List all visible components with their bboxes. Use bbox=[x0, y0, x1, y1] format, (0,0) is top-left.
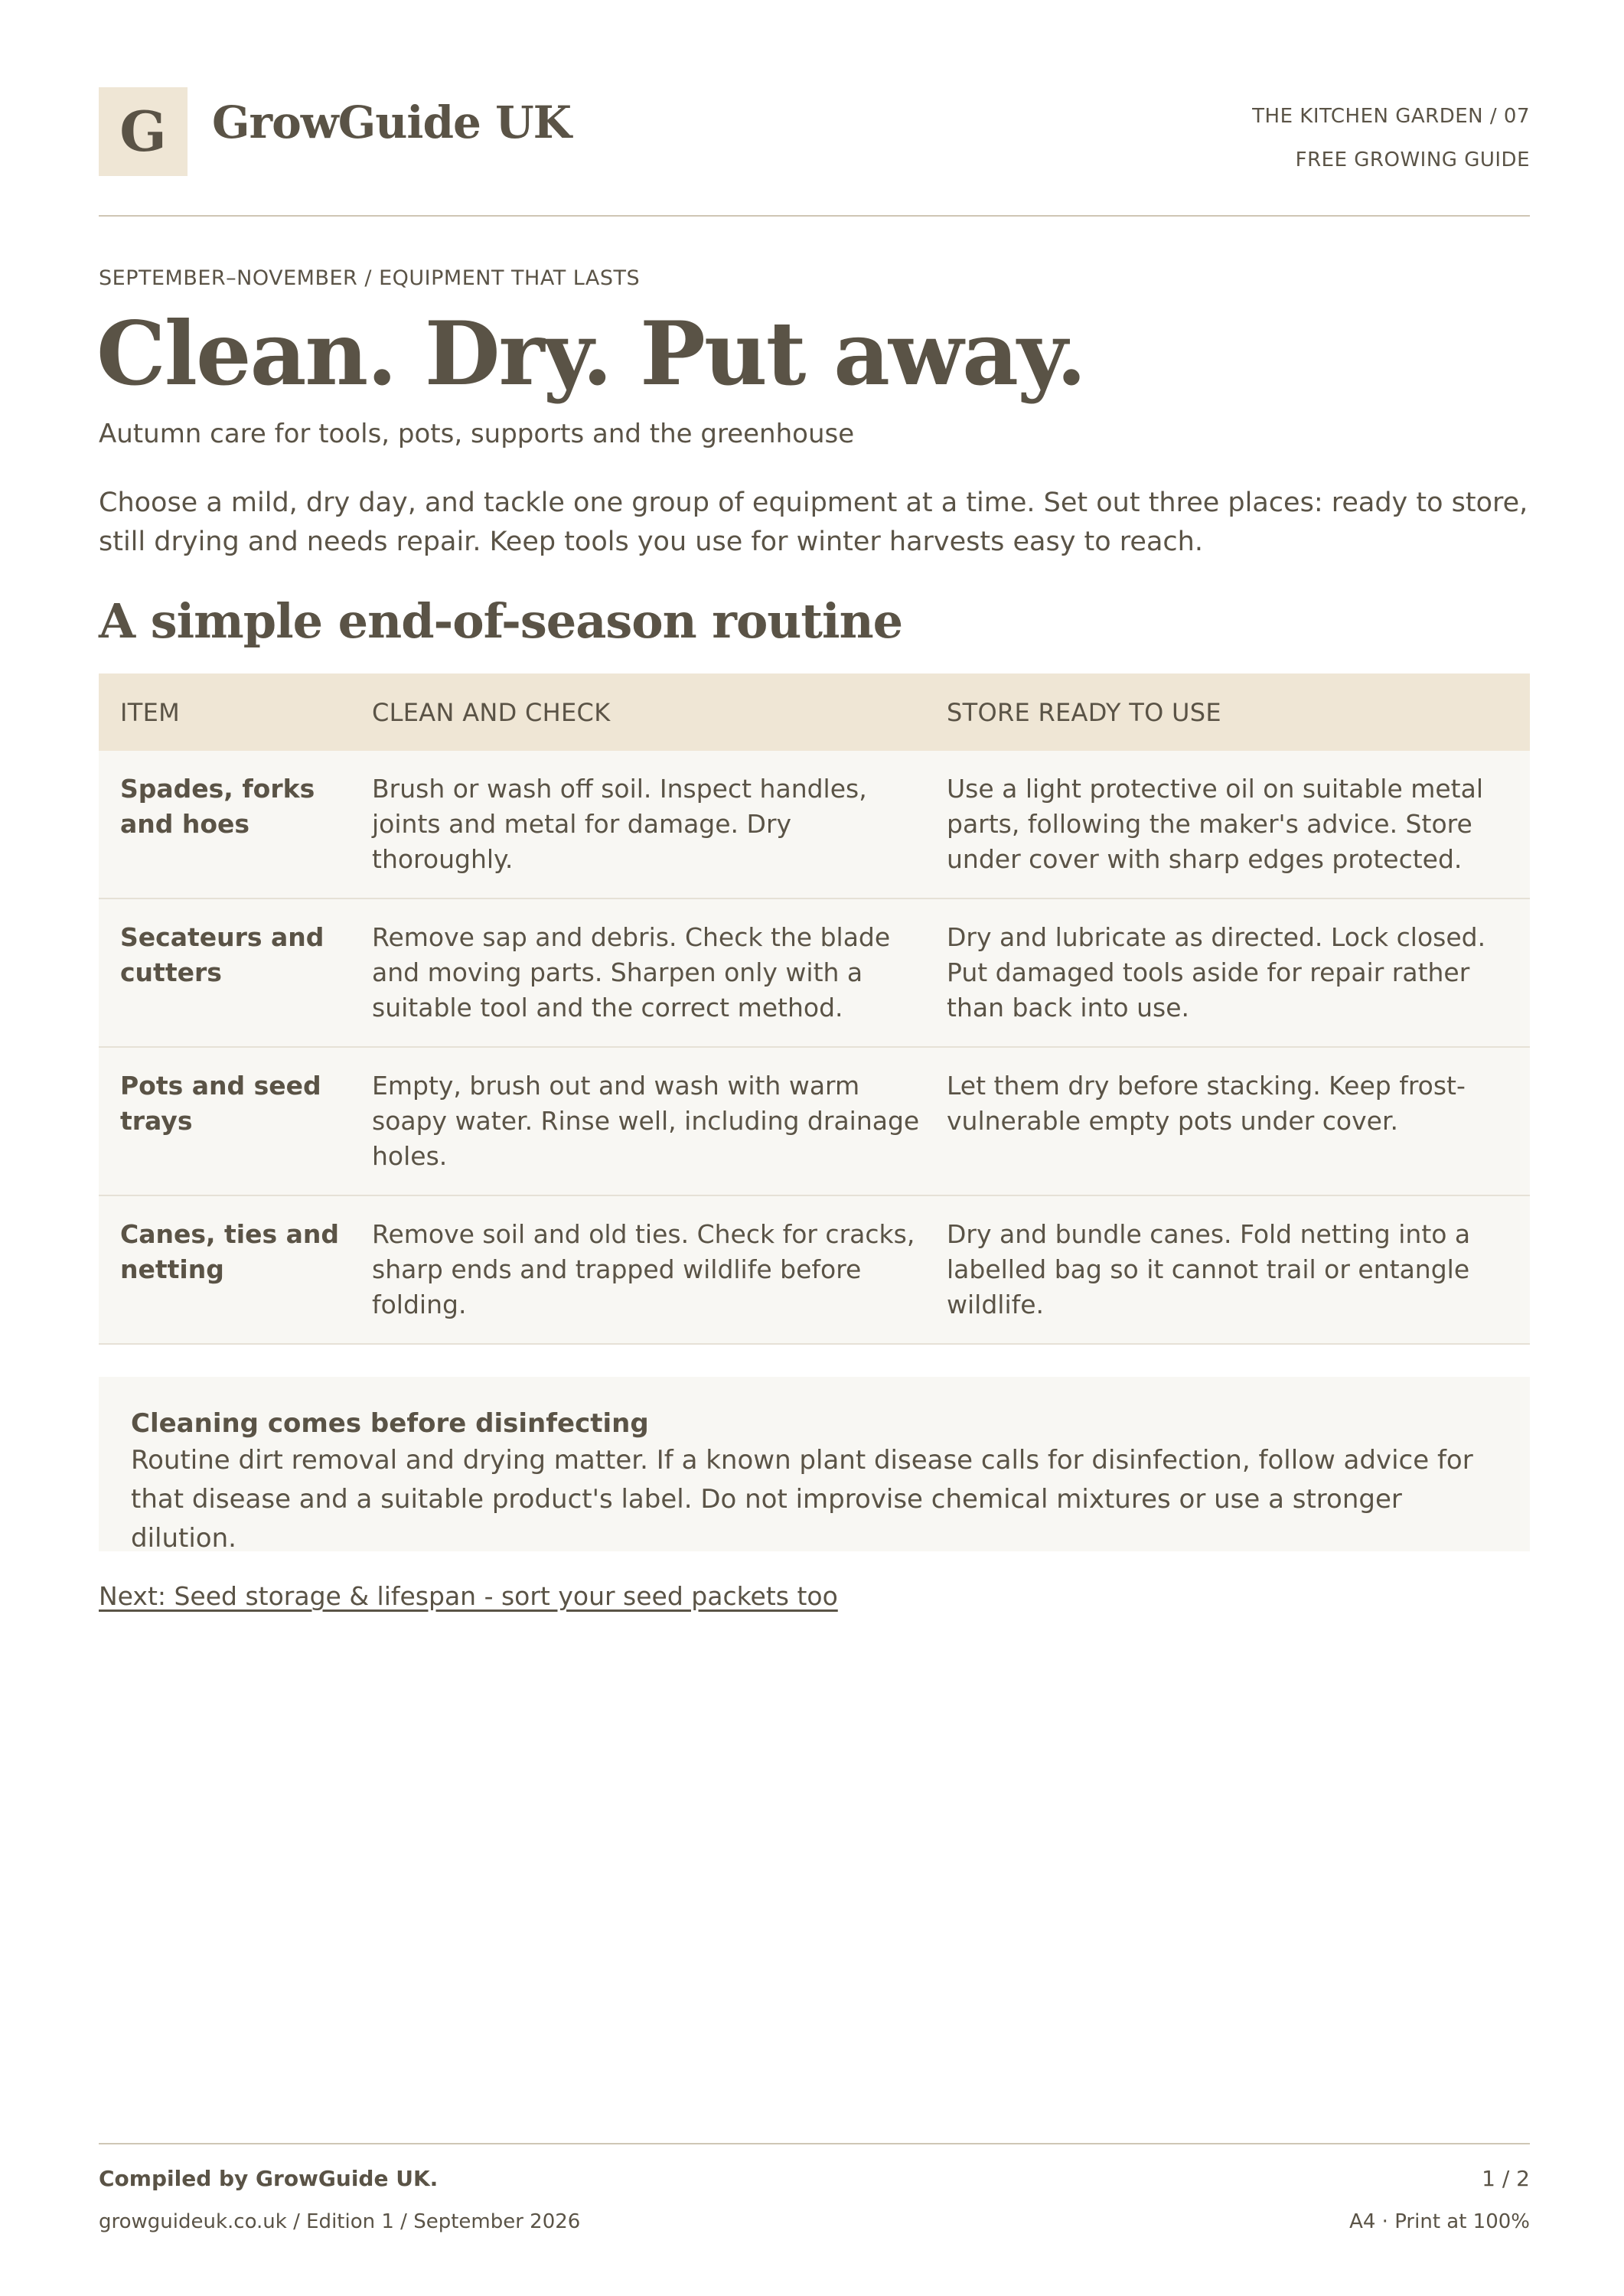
routine-table bbox=[99, 673, 1530, 1345]
page-subtitle: Autumn care for tools, pots, supports and the greenhouse bbox=[99, 419, 855, 449]
header-meta bbox=[1252, 95, 1530, 182]
print-note: A4 · Print at 100% bbox=[1349, 2210, 1530, 2233]
page-title: Clean. Dry. Put away. bbox=[96, 302, 1085, 405]
footer-meta: growguideuk.co.uk / Edition 1 / September 2026 bbox=[99, 2210, 581, 2233]
guide-type-label: FREE GROWING GUIDE bbox=[1295, 148, 1530, 171]
callout-note bbox=[99, 1377, 1530, 1554]
row-item: Pots and seed trays bbox=[120, 1071, 321, 1136]
callout-body: Routine dirt removal and drying matter. If a known plant disease calls for disinfection, follow advice for that disease and a suitable product's label. Do not improvise chemical mixtures or use a stronger dilution. bbox=[131, 1445, 1473, 1554]
table-header-row bbox=[99, 673, 1530, 751]
row-store: Dry and bundle canes. Fold netting into a labelled bag so it cannot trail or entangle wildlife. bbox=[947, 1219, 1471, 1319]
page-header bbox=[99, 87, 1530, 216]
section-heading: A simple end-of-season routine bbox=[99, 593, 903, 649]
row-clean: Brush or wash off soil. Inspect handles, joints and metal for damage. Dry thoroughly. bbox=[372, 774, 867, 874]
kicker: SEPTEMBER–NOVEMBER / EQUIPMENT THAT LASTS bbox=[99, 266, 641, 290]
footer-divider bbox=[99, 2143, 1530, 2144]
row-clean: Empty, brush out and wash with warm soapy water. Rinse well, including drainage holes. bbox=[372, 1071, 920, 1171]
header-divider bbox=[99, 215, 1530, 217]
table-row bbox=[99, 751, 1530, 899]
row-item: Secateurs and cutters bbox=[120, 922, 324, 987]
column-header-item: ITEM bbox=[120, 697, 181, 727]
row-item: Canes, ties and netting bbox=[120, 1219, 340, 1284]
column-header-store: STORE READY TO USE bbox=[947, 697, 1221, 727]
column-header-clean: CLEAN AND CHECK bbox=[372, 697, 611, 727]
logo-letter: G bbox=[119, 99, 167, 164]
callout-heading: Cleaning comes before disinfecting bbox=[131, 1408, 649, 1439]
row-clean: Remove sap and debris. Check the blade and moving parts. Sharpen only with a suitable tool and the correct method. bbox=[372, 922, 891, 1022]
row-clean: Remove soil and old ties. Check for cracks, sharp ends and trapped wildlife before folding. bbox=[372, 1219, 915, 1319]
series-label: THE KITCHEN GARDEN / 07 bbox=[1252, 105, 1530, 128]
row-store: Use a light protective oil on suitable metal parts, following the maker's advice. Store under cover with sharp edges protected. bbox=[947, 774, 1484, 874]
brand-logo bbox=[99, 87, 188, 176]
next-guide-link[interactable]: Next: Seed storage & lifespan - sort your seed packets too bbox=[99, 1581, 838, 1611]
table-row bbox=[99, 899, 1530, 1048]
row-store: Let them dry before stacking. Keep frost-vulnerable empty pots under cover. bbox=[947, 1071, 1466, 1136]
row-item: Spades, forks and hoes bbox=[120, 774, 315, 839]
intro-paragraph: Choose a mild, dry day, and tackle one group of equipment at a time. Set out three places: ready to store, still drying and needs repair. Keep tools you use for winter harvests easy to reach. bbox=[99, 488, 1528, 557]
page-number: 1 / 2 bbox=[1482, 2166, 1530, 2191]
table-row bbox=[99, 1196, 1530, 1345]
row-store: Dry and lubricate as directed. Lock closed. Put damaged tools aside for repair rather than back into use. bbox=[947, 922, 1486, 1022]
compiled-by: Compiled by GrowGuide UK. bbox=[99, 2166, 439, 2191]
brand-name: GrowGuide UK bbox=[212, 96, 572, 148]
table-row bbox=[99, 1048, 1530, 1196]
